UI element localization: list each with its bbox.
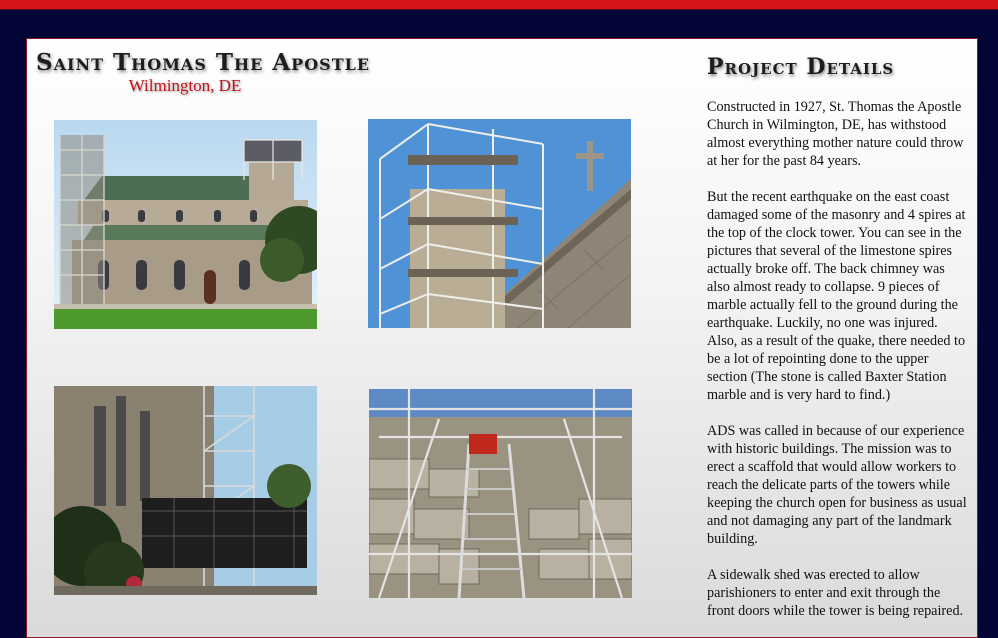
photo-bell-tower-scaffold[interactable]	[368, 119, 631, 328]
details-paragraph: Constructed in 1927, St. Thomas the Apostle Church in Wilmington, DE, has withstood almost everything mother nature could throw at her for the past 84 years.	[707, 99, 964, 169]
project-details-text	[707, 98, 969, 638]
page-title: Saint Thomas The Apostle	[36, 49, 371, 76]
location-subtitle: Wilmington, DE	[128, 76, 242, 95]
details-paragraph: But the recent earthquake on the east coast damaged some of the masonry and 4 spires at the top of the clock tower. You can see in the pictures that several of the limestone spires actually broke off. The back chimney was also almost ready to collapse. 9 pieces of marble actually fell to the ground during the earthquake. Luckily, no one was injured. Also, as a result of the quake, there needed to be a lot of repointing done to the upper section (The stone is called Baxter Station marble and is very hard to find.)	[707, 189, 966, 403]
photo-church-exterior[interactable]	[54, 120, 317, 329]
photo-sidewalk-shed[interactable]	[54, 386, 317, 595]
project-details-heading: Project Details	[707, 54, 895, 80]
details-paragraph: ADS was called in because of our experience with historic buildings. The mission was to erect a scaffold that would allow workers to reach the delicate parts of the towers while keeping the church open for business as usual and not damaging any part of the landmark building.	[707, 423, 967, 547]
details-paragraph: A sidewalk shed was erected to allow parishioners to enter and exit through the front doors while the tower is being repaired.	[707, 567, 964, 619]
top-accent-bar	[0, 0, 998, 9]
photo-scaffold-looking-up[interactable]	[369, 389, 632, 598]
top-accent-divider	[0, 9, 998, 10]
